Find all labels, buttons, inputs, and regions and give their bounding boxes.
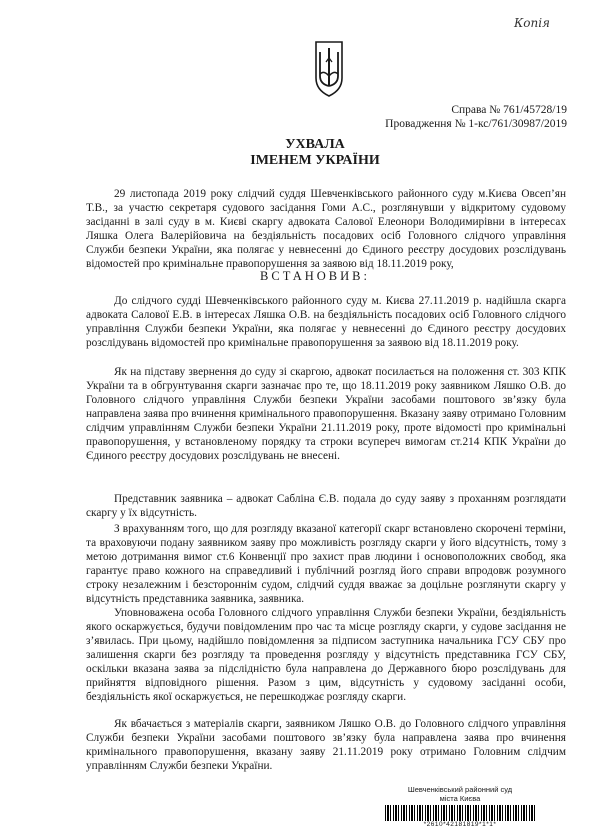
stamp-city: міста Києва — [439, 794, 481, 803]
barcode-icon — [385, 805, 535, 821]
document-subtitle: ІМЕНЕМ УКРАЇНИ — [250, 153, 380, 168]
established-heading: ВСТАНОВИВ: — [260, 269, 370, 283]
proceeding-number: Провадження № 1-кс/761/30987/2019 — [385, 118, 567, 130]
paragraph-2: Як на підставу звернення до суду зі скаргою, адвокат посилається на положення ст. 303 КПК України та в обгрунтування скарги зазначає про те, що 18.11.2019 року заявником Ляшко О.В. до Головного слідчого управління Служби безпеки України засобами поштового зв’язку була направлена заява про вчинення кримінального правопорушення. Вказану заяву отримано Головним слідчим управлінням Служби безпеки України 21.11.2019 року, проте відомості про кримінальні правопорушення, у встановленому порядку та строки всупереч вимогам ст.214 КПК України до Єдиного реєстру досудових розслідувань не внесені. — [86, 366, 566, 462]
intro-paragraph: 29 листопада 2019 року слідчий суддя Шевченківського районного суду м.Києва Овсеп’ян Т.В., за участю секретаря судового засідання Гоми А.С., розглянувши у відкритому судовому засіданні в залі суду в м. Києві скаргу адвоката Салової Елеонори Володимирівни в інтересах Ляшка Олега Валерійовича на бездіяльність посадових осіб Головного слідчого управління Служби безпеки України, яка полягає у невнесенні до Єдиного реєстру досудових розслідувань відомостей про кримінальне правопорушення за заявою від 18.11.2019 року, — [86, 188, 566, 270]
paragraph-4: З врахуванням того, що для розгляду вказаної категорії скарг встановлено скорочені терміни, та враховуючи подану заявником заяву про можливість розгляду скарги у його відсутність, тому з метою дотримання вимог ст.6 Конвенції про захист прав людини і основоположних свобод, яка гарантує право кожного на справедливий і публічний розгляд його справи впродовж розумного строку незалежним і безстороннім судом, слідчий суддя вважає за доцільне розглянути скаргу у відсутність представника заявника, заявника. — [86, 523, 566, 605]
paragraph-6: Як вбачається з матеріалів скарги, заявником Ляшко О.В. до Головного слідчого управління Служби безпеки України засобами поштового зв’язку була направлена заява про вчинення кримінального правопорушення, вказану заяву 21.11.2019 року отримано Головним слідчим управлінням Служби безпеки України. — [86, 718, 566, 772]
document-title: УХВАЛА — [285, 137, 345, 152]
case-number: Справа № 761/45728/19 — [451, 104, 567, 116]
paragraph-3: Представник заявника – адвокат Сабліна Є.В. подала до суду заяву з проханням розглядати скаргу у їх відсутність. — [86, 493, 566, 519]
case-info-block — [385, 103, 567, 131]
stamp-court-name: Шевченківський районний суд — [407, 785, 513, 794]
barcode-number: *2610*42181819*1*1* — [423, 821, 497, 828]
handwritten-copy-mark: Копія — [513, 16, 550, 30]
court-stamp — [350, 785, 570, 829]
paragraph-1: До слідчого судді Шевченківського районного суду м. Києва 27.11.2019 р. надійшла скарга адвоката Салової Е.В. в інтересах Ляшка О.В. на бездіяльність посадових осіб Головного слідчого управління Служби безпеки України, яка полягає у невнесенні до Єдиного реєстру досудових розслідувань відомостей про кримінальне правопорушення за заявою від 18.11.2019 року. — [86, 295, 566, 349]
paragraph-5: Уповноважена особа Головного слідчого управління Служби безпеки України, бездіяльність якого оскаржується, будучи повідомленим про час та місце розгляду скарги, у судове засідання не з’явилась. При цьому, надійшло повідомлення за підписом заступника начальника ГСУ СБУ про залишення скарги без розгляду та проведення розгляду у відсутність представника ГСУ СБУ, оскільки вказана заява за підслідністю була направлена до Державного бюро розслідувань для прийняття відповідного рішення. Разом з цим, відсутність у судовому засіданні особи, бездіяльність якої оскаржується, не перешкоджає розгляду скарги. — [86, 607, 566, 703]
coat-of-arms-trident-icon — [314, 40, 344, 98]
